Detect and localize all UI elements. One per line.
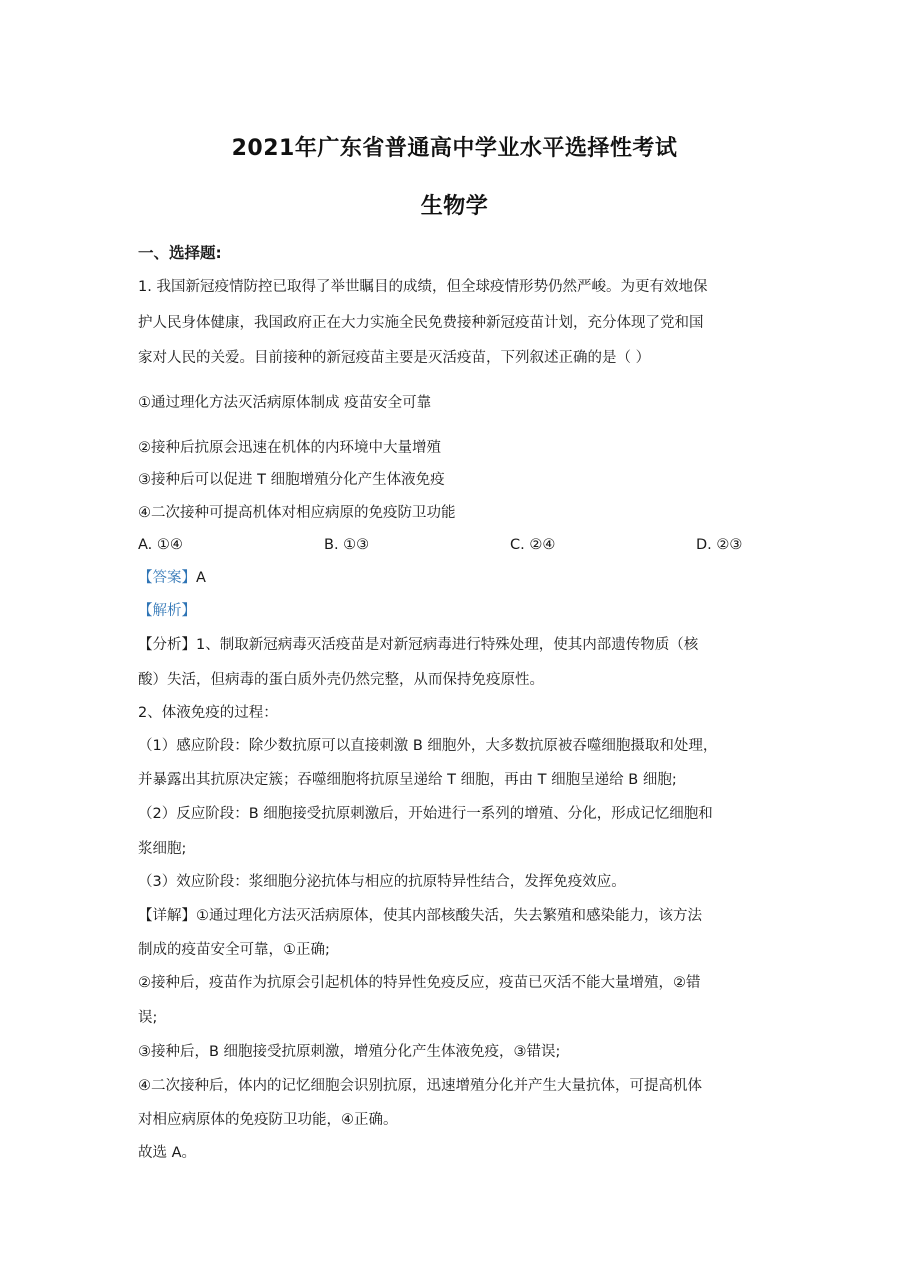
section-heading: 一、选择题: [138,244,222,262]
option-b: B. ①③ [324,537,370,553]
exam-title: 2021年广东省普通高中学业水平选择性考试 [231,136,678,161]
answer-label: 【答案】 [138,570,196,586]
statement-item: ③接种后可以促进 T 细胞增殖分化产生体液免疫 [138,472,445,488]
analysis-line: 【分析】1、制取新冠病毒灭活疫苗是对新冠病毒进行特殊处理，使其内部遗传物质（核 [138,637,699,653]
detail-line: ④二次接种后，体内的记忆细胞会识别抗原，迅速增殖分化并产生大量抗体，可提高机体 [138,1078,702,1094]
analysis-line: （2）反应阶段：B 细胞接受抗原刺激后，开始进行一系列的增殖、分化，形成记忆细胞和 [138,806,713,822]
detail-line: 【详解】①通过理化方法灭活病原体，使其内部核酸失活，失去繁殖和感染能力，该方法 [138,908,702,924]
analysis-line: （1）感应阶段：除少数抗原可以直接刺激 B 细胞外，大多数抗原被吞噬细胞摄取和处理， [138,738,718,754]
analysis-line: 浆细胞; [138,841,187,857]
analysis-line: 2、体液免疫的过程： [138,705,278,721]
detail-line: 误; [138,1010,158,1026]
option-d: D. ②③ [696,537,743,553]
conclusion-line: 故选 A。 [138,1145,197,1161]
question-line: 护人民身体健康，我国政府正在大力实施全民免费接种新冠疫苗计划，充分体现了党和国 [138,315,704,331]
option-a: A. ①④ [138,537,183,553]
analysis-label: 【解析】 [138,603,196,619]
detail-line: 对相应病原体的免疫防卫功能，④正确。 [138,1112,398,1128]
question-line: 1. 我国新冠疫情防控已取得了举世瞩目的成绩，但全球疫情形势仍然严峻。为更有效地保 [138,279,708,295]
analysis-line: 并暴露出其抗原决定簇；吞噬细胞将抗原呈递给 T 细胞，再由 T 细胞呈递给 B 细胞; [138,772,677,788]
detail-line: ③接种后，B 细胞接受抗原刺激，增殖分化产生体液免疫，③错误; [138,1044,561,1060]
subject-title: 生物学 [420,194,489,219]
option-c: C. ②④ [510,537,556,553]
detail-line: ②接种后，疫苗作为抗原会引起机体的特异性免疫反应，疫苗已灭活不能大量增殖，②错 [138,975,701,991]
analysis-line: （3）效应阶段：浆细胞分泌抗体与相应的抗原特异性结合，发挥免疫效应。 [138,874,626,890]
answer-value: A [196,570,206,586]
statement-item: ①通过理化方法灭活病原体制成 疫苗安全可靠 [138,395,432,411]
question-line: 家对人民的关爱。目前接种的新冠疫苗主要是灭活疫苗，下列叙述正确的是（ ） [138,350,651,366]
answer-row [138,568,206,588]
detail-line: 制成的疫苗安全可靠，①正确; [138,942,330,958]
statement-item: ②接种后抗原会迅速在机体的内环境中大量增殖 [138,440,441,456]
analysis-line: 酸）失活，但病毒的蛋白质外壳仍然完整，从而保持免疫原性。 [138,672,544,688]
statement-item: ④二次接种可提高机体对相应病原的免疫防卫功能 [138,505,456,521]
